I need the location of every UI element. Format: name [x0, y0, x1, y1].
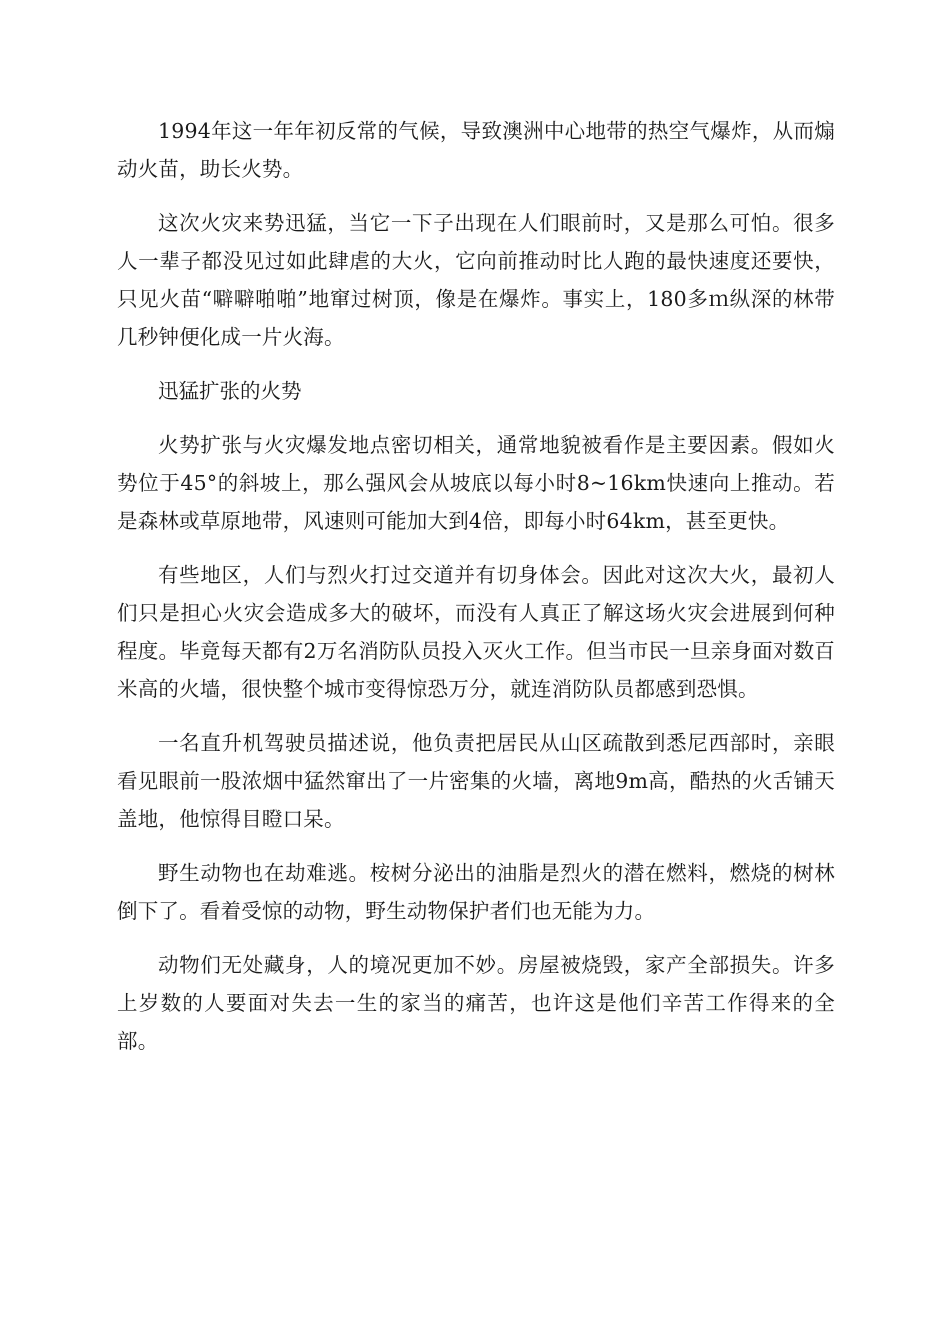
paragraph-2: 这次火灾来势迅猛，当它一下子出现在人们眼前时，又是那么可怕。很多人一辈子都没见过如此肆虐的大火，它向前推动时比人跑的最快速度还要快，只见火苗“噼噼啪啪”地窜过树顶，像是在爆炸。事实上，180多ｍ纵深的林带几秒钟便化成一片火海。 [117, 211, 835, 349]
paragraph-4: 有些地区，人们与烈火打过交道并有切身体会。因此对这次大火，最初人们只是担心火灾会造成多大的破坏，而没有人真正了解这场火灾会进展到何种程度。毕竟每天都有2万名消防队员投入灭火工作。但当市民一旦亲身面对数百米高的火墙，很快整个城市变得惊恐万分，就连消防队员都感到恐惧。 [117, 563, 835, 701]
paragraph-1: 1994年这一年年初反常的气候，导致澳洲中心地带的热空气爆炸，从而煽动火苗，助长火势。 [117, 119, 835, 181]
paragraph-5: 一名直升机驾驶员描述说，他负责把居民从山区疏散到悉尼西部时，亲眼看见眼前一股浓烟中猛然窜出了一片密集的火墙，离地9m高，酷热的火舌铺天盖地，他惊得目瞪口呆。 [117, 731, 835, 831]
paragraph-7: 动物们无处藏身，人的境况更加不妙。房屋被烧毁，家产全部损失。许多上岁数的人要面对失去一生的家当的痛苦，也许这是他们辛苦工作得来的全部。 [117, 953, 835, 1053]
paragraph-6: 野生动物也在劫难逃。桉树分泌出的油脂是烈火的潜在燃料，燃烧的树林倒下了。看着受惊的动物，野生动物保护者们也无能为力。 [117, 861, 835, 923]
paragraph-3: 火势扩张与火灾爆发地点密切相关，通常地貌被看作是主要因素。假如火势位于45°的斜坡上，那么强风会从坡底以每小时8~16km快速向上推动。若是森林或草原地带，风速则可能加大到4倍，即每小时64km，甚至更快。 [117, 433, 835, 533]
document-body [117, 112, 835, 1076]
section-heading: 迅猛扩张的火势 [158, 379, 302, 403]
